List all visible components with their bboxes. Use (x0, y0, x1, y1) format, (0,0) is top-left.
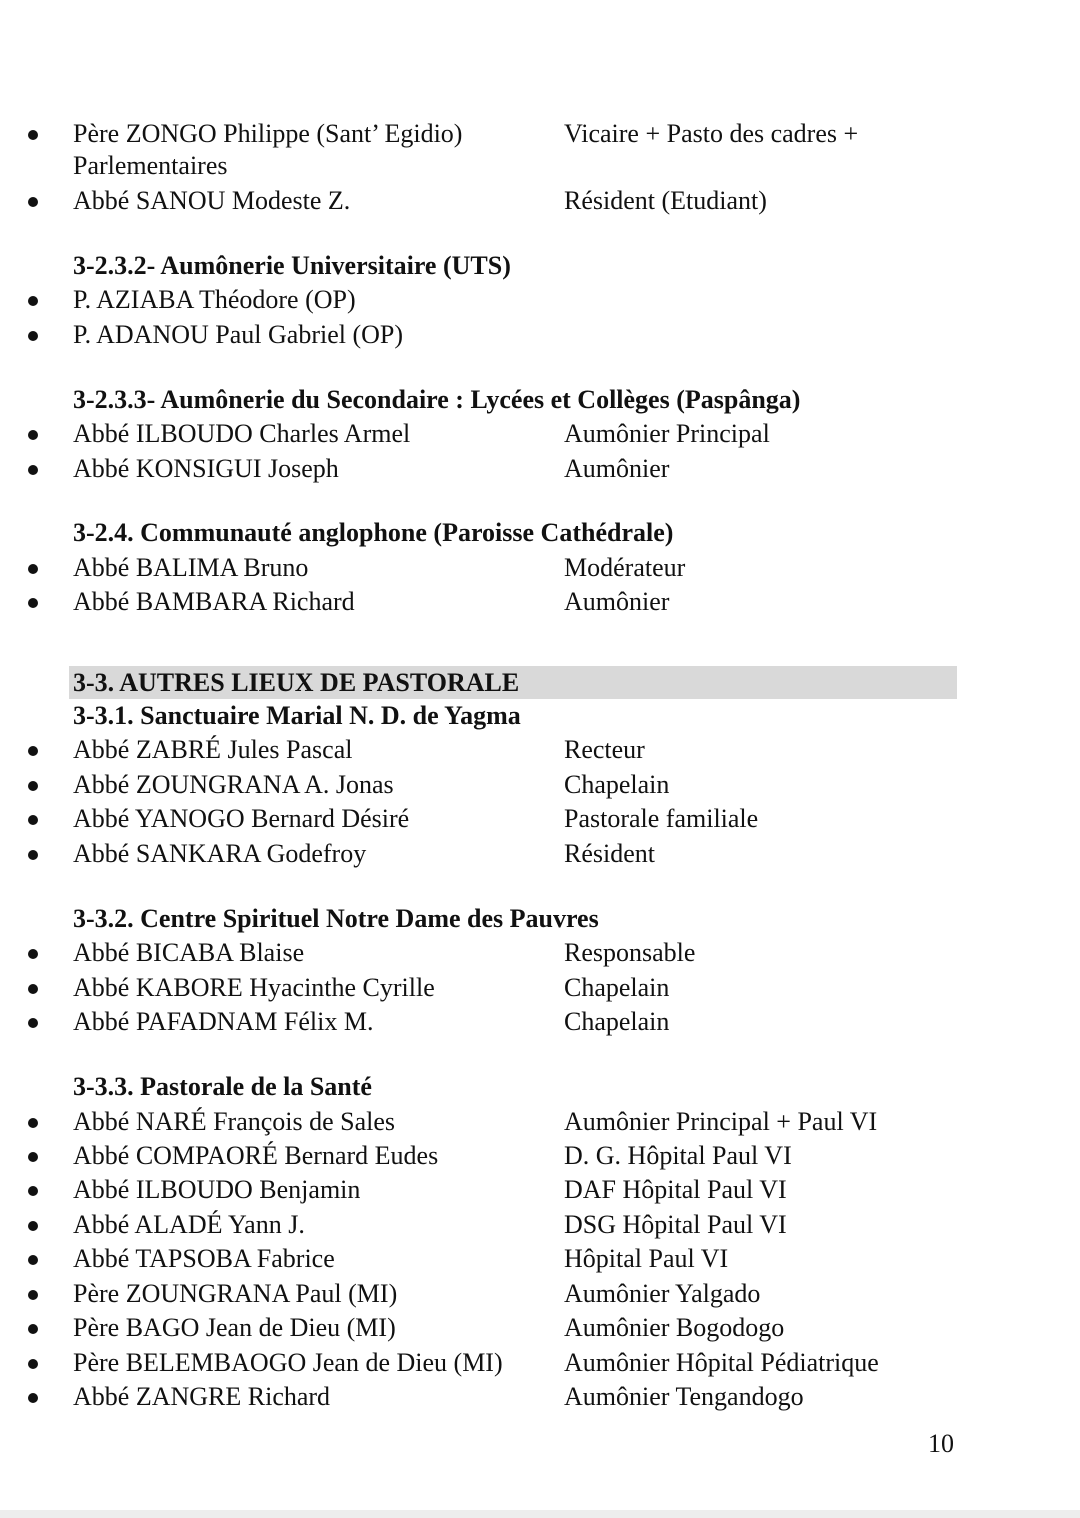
person-role: Aumônier (564, 587, 670, 616)
list-item (0, 1140, 1080, 1174)
list-item (0, 418, 1080, 452)
person-role: Vicaire + Pasto des cadres + (564, 119, 859, 148)
person-role: Aumônier Yalgado (564, 1279, 761, 1308)
person-role: Aumônier Tengandogo (564, 1382, 804, 1411)
list-item (0, 972, 1080, 1006)
subsection-heading: 3-3.2. Centre Spirituel Notre Dame des Pauvres (73, 904, 599, 933)
subsection-heading: 3-2.4. Communauté anglophone (Paroisse Cathédrale) (73, 518, 674, 547)
person-role: Aumônier Hôpital Pédiatrique (564, 1348, 879, 1377)
person-role: Résident (564, 839, 655, 868)
page-bottom-edge (0, 1510, 1080, 1518)
list-item (0, 118, 1080, 152)
person-name: Abbé COMPAORÉ Bernard Eudes (73, 1141, 439, 1170)
person-role: Aumônier Principal + Paul VI (564, 1107, 878, 1136)
person-name: P. ADANOU Paul Gabriel (OP) (73, 320, 404, 349)
person-name: Abbé SANKARA Godefroy (73, 839, 367, 868)
person-name: Abbé NARÉ François de Sales (73, 1107, 396, 1136)
person-name: Abbé KONSIGUI Joseph (73, 454, 339, 483)
page-number: 10 (928, 1429, 954, 1458)
list-item (0, 838, 1080, 872)
person-name: Père ZOUNGRANA Paul (MI) (73, 1279, 398, 1308)
role-continuation: Parlementaires (73, 151, 228, 180)
person-name: Abbé PAFADNAM Félix M. (73, 1007, 374, 1036)
list-item (0, 734, 1080, 768)
person-name: Abbé SANOU Modeste Z. (73, 186, 351, 215)
person-name: Père BELEMBAOGO Jean de Dieu (MI) (73, 1348, 503, 1377)
subsection-heading: 3-3.3. Pastorale de la Santé (73, 1072, 372, 1101)
section-title: 3-3. AUTRES LIEUX DE PASTORALE (73, 668, 520, 697)
person-role: DSG Hôpital Paul VI (564, 1210, 787, 1239)
list-item (0, 1174, 1080, 1208)
person-role: Chapelain (564, 770, 670, 799)
person-role: D. G. Hôpital Paul VI (564, 1141, 792, 1170)
person-name: Abbé BAMBARA Richard (73, 587, 355, 616)
person-role: Aumônier Principal (564, 419, 770, 448)
list-item (0, 1381, 1080, 1415)
list-item (0, 552, 1080, 586)
person-name: Abbé BICABA Blaise (73, 938, 305, 967)
list-item (0, 1243, 1080, 1277)
person-role: Résident (Etudiant) (564, 186, 767, 215)
list-item (0, 1312, 1080, 1346)
person-role: Chapelain (564, 973, 670, 1002)
person-name: Abbé ALADÉ Yann J. (73, 1210, 305, 1239)
person-role: Chapelain (564, 1007, 670, 1036)
list-item (0, 185, 1080, 219)
subsection-heading: 3-2.3.2- Aumônerie Universitaire (UTS) (73, 251, 511, 280)
list-item (0, 1006, 1080, 1040)
subsection-heading: 3-2.3.3- Aumônerie du Secondaire : Lycées et Collèges (Paspânga) (73, 385, 801, 414)
person-name: Abbé BALIMA Bruno (73, 553, 309, 582)
person-name: Abbé ZANGRE Richard (73, 1382, 331, 1411)
list-item (0, 1278, 1080, 1312)
person-role: DAF Hôpital Paul VI (564, 1175, 787, 1204)
person-name: Abbé ZABRÉ Jules Pascal (73, 735, 353, 764)
person-role: Pastorale familiale (564, 804, 759, 833)
person-name: Père ZONGO Philippe (Sant’ Egidio) (73, 119, 463, 148)
list-item (0, 453, 1080, 487)
subsection-heading: 3-3.1. Sanctuaire Marial N. D. de Yagma (73, 701, 521, 730)
person-name: Abbé ZOUNGRANA A. Jonas (73, 770, 394, 799)
list-item (0, 803, 1080, 837)
person-name: Abbé ILBOUDO Charles Armel (73, 419, 411, 448)
list-item (0, 769, 1080, 803)
person-name: Abbé TAPSOBA Fabrice (73, 1244, 335, 1273)
list-item (0, 937, 1080, 971)
person-role: Aumônier (564, 454, 670, 483)
person-role: Recteur (564, 735, 645, 764)
person-name: Père BAGO Jean de Dieu (MI) (73, 1313, 396, 1342)
person-role: Responsable (564, 938, 696, 967)
person-name: P. AZIABA Théodore (OP) (73, 285, 356, 314)
list-item (0, 586, 1080, 620)
list-item (0, 1347, 1080, 1381)
list-item (0, 319, 1080, 353)
list-item (0, 1209, 1080, 1243)
list-item (0, 1106, 1080, 1140)
person-name: Abbé ILBOUDO Benjamin (73, 1175, 361, 1204)
person-name: Abbé KABORE Hyacinthe Cyrille (73, 973, 435, 1002)
person-role: Hôpital Paul VI (564, 1244, 729, 1273)
person-name: Abbé YANOGO Bernard Désiré (73, 804, 410, 833)
section-heading-band (69, 666, 957, 699)
person-role: Aumônier Bogodogo (564, 1313, 785, 1342)
person-role: Modérateur (564, 553, 686, 582)
list-item (0, 284, 1080, 318)
